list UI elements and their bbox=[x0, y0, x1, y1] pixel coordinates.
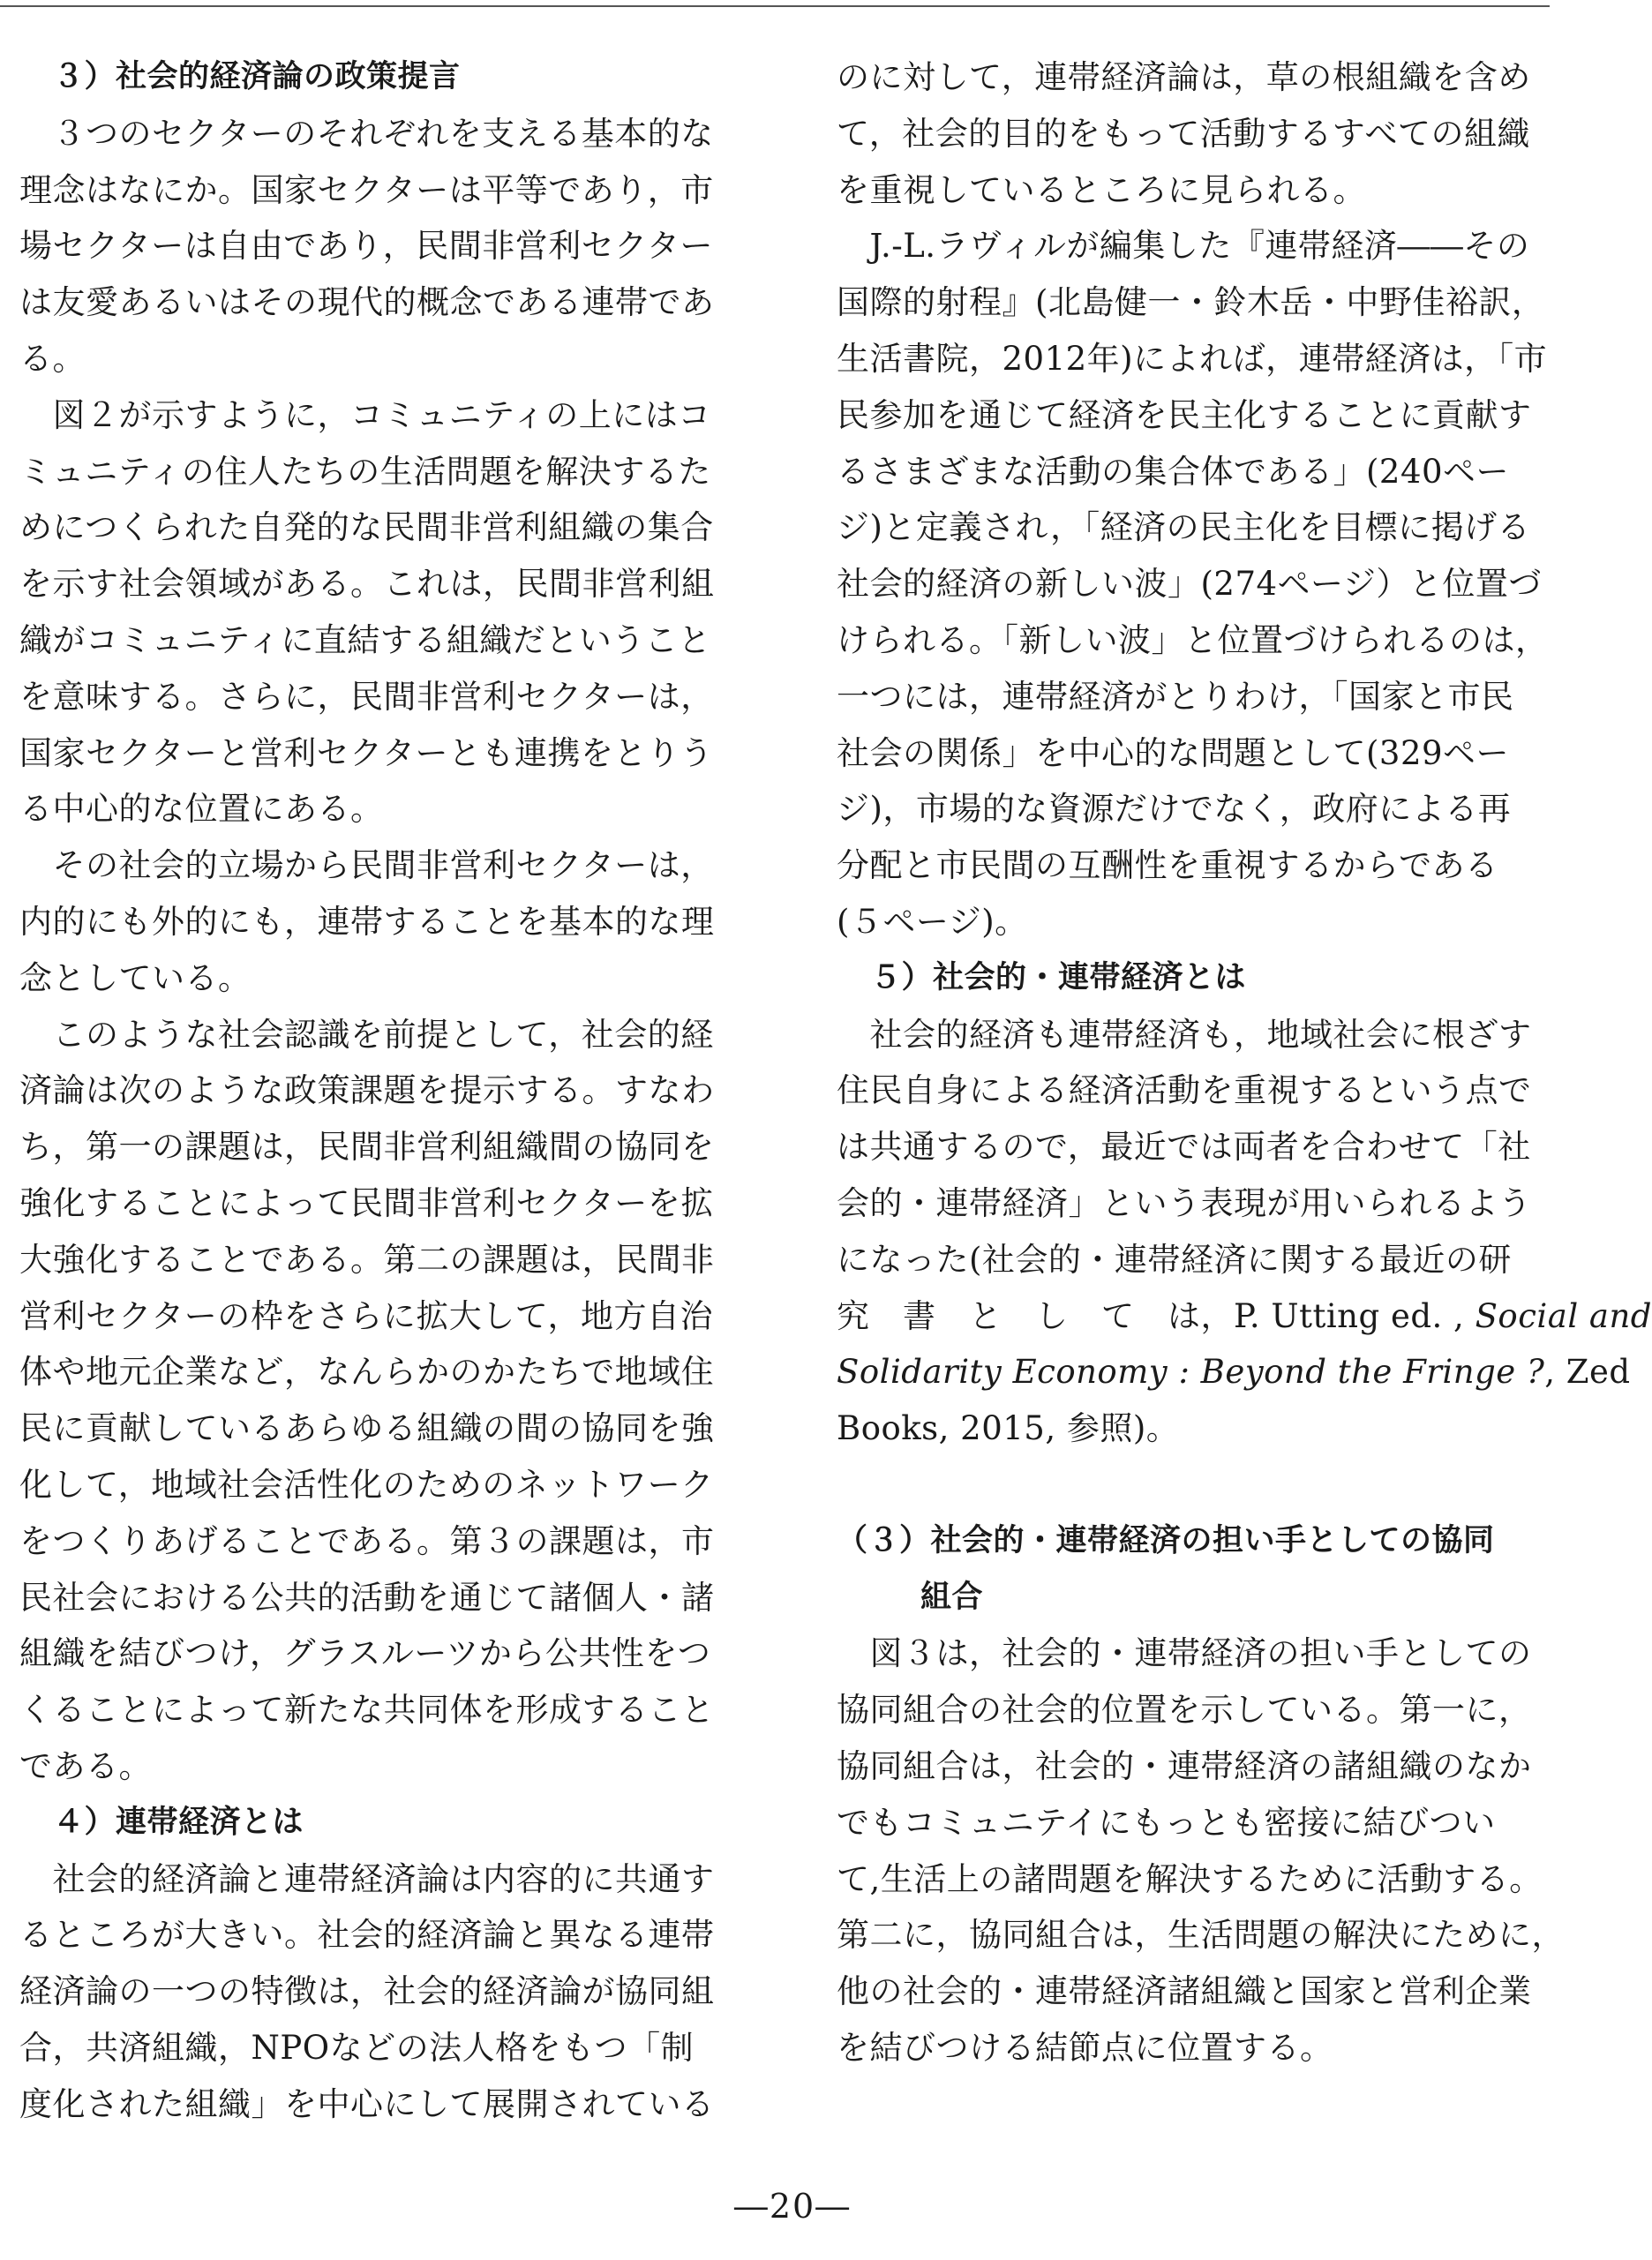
section-heading-continued: 組合 bbox=[920, 1579, 984, 1615]
text-line: は友愛あるいはその現代的概念である連帯であ bbox=[19, 283, 715, 322]
text-line: ち，第一の課題は，民間非営利組織間の協同を bbox=[19, 1128, 715, 1167]
text-line: 図２が示すように，コミュニティの上にはコ bbox=[19, 395, 711, 434]
text-line: その社会的立場から民間非営利セクターは， bbox=[19, 846, 714, 885]
text-line: 民参加を通じて経済を民主化することに貢献す bbox=[837, 395, 1532, 434]
text-line: Books, 2015, 参照)。 bbox=[837, 1409, 1180, 1448]
text-line: 組織を結びつけ，グラスルーツから公共性をつ bbox=[19, 1634, 711, 1673]
text-line: 済論は次のような政策課題を提示する。すなわ bbox=[19, 1071, 715, 1110]
text-line: 第二に，協同組合は，生活問題の解決にために， bbox=[837, 1916, 1565, 1955]
text-line: を結びつける結節点に位置する。 bbox=[837, 2028, 1333, 2067]
text-line: 協同組合の社会的位置を示している。第一に， bbox=[837, 1691, 1532, 1730]
text-line: 営利セクターの枠をさらに拡大して，地方自治 bbox=[19, 1296, 714, 1335]
text-line: めにつくられた自発的な民間非営利組織の集合 bbox=[19, 508, 714, 547]
text-line: のに対して，連帯経済論は，草の根組織を含め bbox=[837, 58, 1531, 96]
text-line: て，社会的目的をもって活動するすべての組織 bbox=[837, 114, 1531, 153]
subsection-heading: ３）社会的経済論の政策提言 bbox=[53, 59, 461, 94]
text-line: 社会の関係」を中心的な問題として(329ペー bbox=[837, 733, 1510, 772]
text-line: を意味する。さらに，民間非営利セクターは， bbox=[19, 677, 714, 716]
text-line: は共通するので，最近では両者を合わせて「社 bbox=[837, 1128, 1531, 1167]
text-line: このような社会認識を前提として，社会的経 bbox=[19, 1015, 714, 1054]
text-line: 理念はなにか。国家セクターは平等であり，市 bbox=[19, 170, 714, 209]
text-line: ３つのセクターのそれぞれを支える基本的な bbox=[19, 114, 714, 153]
book-title: Solidarity Economy : Beyond the Fringe ? bbox=[837, 1353, 1545, 1392]
right-column bbox=[837, 49, 1652, 2076]
text-line: ミュニティの住人たちの生活問題を解決するた bbox=[19, 452, 711, 491]
text-span: , Zed bbox=[1544, 1353, 1631, 1392]
text-line bbox=[837, 1344, 1631, 1400]
text-line: 合，共済組織，NPOなどの法人格をもつ「制 bbox=[19, 2028, 695, 2067]
text-line: て,生活上の諸問題を解決するために活動する。 bbox=[837, 1859, 1543, 1898]
text-line: 社会的経済も連帯経済も，地域社会に根ざす bbox=[837, 1015, 1532, 1054]
text-line: る。 bbox=[19, 339, 86, 378]
page-number: ―20― bbox=[733, 2187, 852, 2226]
text-line: 織がコミュニティに直結する組織だということ bbox=[19, 620, 711, 659]
text-line: 念としている。 bbox=[19, 958, 252, 997]
text-line: 他の社会的・連帯経済諸組織と国家と営利企業 bbox=[837, 1972, 1532, 2011]
text-line: 度化された組織」を中心にして展開されている bbox=[19, 2084, 715, 2123]
section-heading: （３）社会的・連帯経済の担い手としての協同 bbox=[837, 1522, 1495, 1558]
text-line: になった(社会的・連帯経済に関する最近の研 bbox=[837, 1240, 1512, 1279]
text-line: を示す社会領域がある。これは，民間非営利組 bbox=[19, 565, 715, 604]
text-line: るところが大きい。社会的経済論と異なる連帯 bbox=[19, 1916, 715, 1955]
text-line: 大強化することである。第二の課題は，民間非 bbox=[19, 1240, 715, 1279]
text-line: J.-L.ラヴィルが編集した『連帯経済――その bbox=[837, 227, 1530, 266]
text-line: 社会的経済論と連帯経済論は内容的に共通す bbox=[19, 1859, 715, 1898]
text-line: ジ)と定義され，「経済の民主化を目標に掲げる bbox=[837, 508, 1531, 547]
text-line: 体や地元企業など，なんらかのかたちで地域住 bbox=[19, 1353, 715, 1392]
text-line: 社会的経済の新しい波」(274ページ）と位置づ bbox=[837, 565, 1542, 604]
text-line: 一つには，連帯経済がとりわけ，「国家と市民 bbox=[837, 677, 1514, 716]
subsection-heading: ５）社会的・連帯経済とは bbox=[870, 959, 1247, 995]
text-line: 場セクターは自由であり，民間非営利セクター bbox=[19, 227, 714, 266]
text-line: る中心的な位置にある。 bbox=[19, 790, 384, 829]
text-line: るさまざまな活動の集合体である」(240ペー bbox=[837, 452, 1510, 491]
blank-line bbox=[837, 1457, 1547, 1513]
text-line: 国家セクターと営利セクターとも連携をとりう bbox=[19, 733, 714, 772]
text-span: 究 書 と し て は，P. Utting ed. , bbox=[837, 1296, 1476, 1335]
text-line: である。 bbox=[19, 1746, 152, 1785]
text-line: 図３は，社会的・連帯経済の担い手としての bbox=[837, 1634, 1532, 1673]
text-line: ジ)，市場的な資源だけでなく，政府による再 bbox=[837, 790, 1512, 829]
text-line: 生活書院，2012年)によれば，連帯経済は，「市 bbox=[837, 339, 1548, 378]
text-line: くることによって新たな共同体を形成すること bbox=[19, 1691, 715, 1730]
text-line: (５ページ)。 bbox=[837, 902, 1028, 941]
text-line: でもコミュニテイにもっとも密接に結びつい bbox=[837, 1803, 1496, 1842]
text-line: を重視しているところに見られる。 bbox=[837, 170, 1366, 209]
text-line: 内的にも外的にも，連帯することを基本的な理 bbox=[19, 902, 715, 941]
book-title: Social and bbox=[1475, 1296, 1652, 1335]
text-line bbox=[837, 1288, 1652, 1345]
left-column bbox=[19, 49, 730, 2132]
subsection-heading: ４）連帯経済とは bbox=[53, 1804, 304, 1840]
text-line: 民社会における公共的活動を通じて諸個人・諸 bbox=[19, 1578, 715, 1617]
top-rule bbox=[0, 5, 1550, 7]
text-line: 化して，地域社会活性化のためのネットワーク bbox=[19, 1465, 714, 1504]
text-line: 会的・連帯経済」という表現が用いられるよう bbox=[837, 1183, 1532, 1222]
text-line: 分配と市民間の互酬性を重視するからである bbox=[837, 846, 1498, 885]
text-line: 住民自身による経済活動を重視するという点で bbox=[837, 1071, 1532, 1110]
text-line: をつくりあげることである。第３の課題は，市 bbox=[19, 1521, 715, 1560]
text-line: 国際的射程』(北島健一・鈴木岳・中野佳裕訳， bbox=[837, 283, 1545, 322]
text-line: 経済論の一つの特徴は，社会的経済論が協同組 bbox=[19, 1972, 715, 2011]
text-line: 民に貢献しているあらゆる組織の間の協同を強 bbox=[19, 1409, 715, 1448]
text-line: けられる。「新しい波」と位置づけられるのは， bbox=[837, 620, 1549, 659]
text-line: 強化することによって民間非営利セクターを拡 bbox=[19, 1183, 714, 1222]
text-line: 協同組合は，社会的・連帯経済の諸組織のなか bbox=[837, 1746, 1532, 1785]
